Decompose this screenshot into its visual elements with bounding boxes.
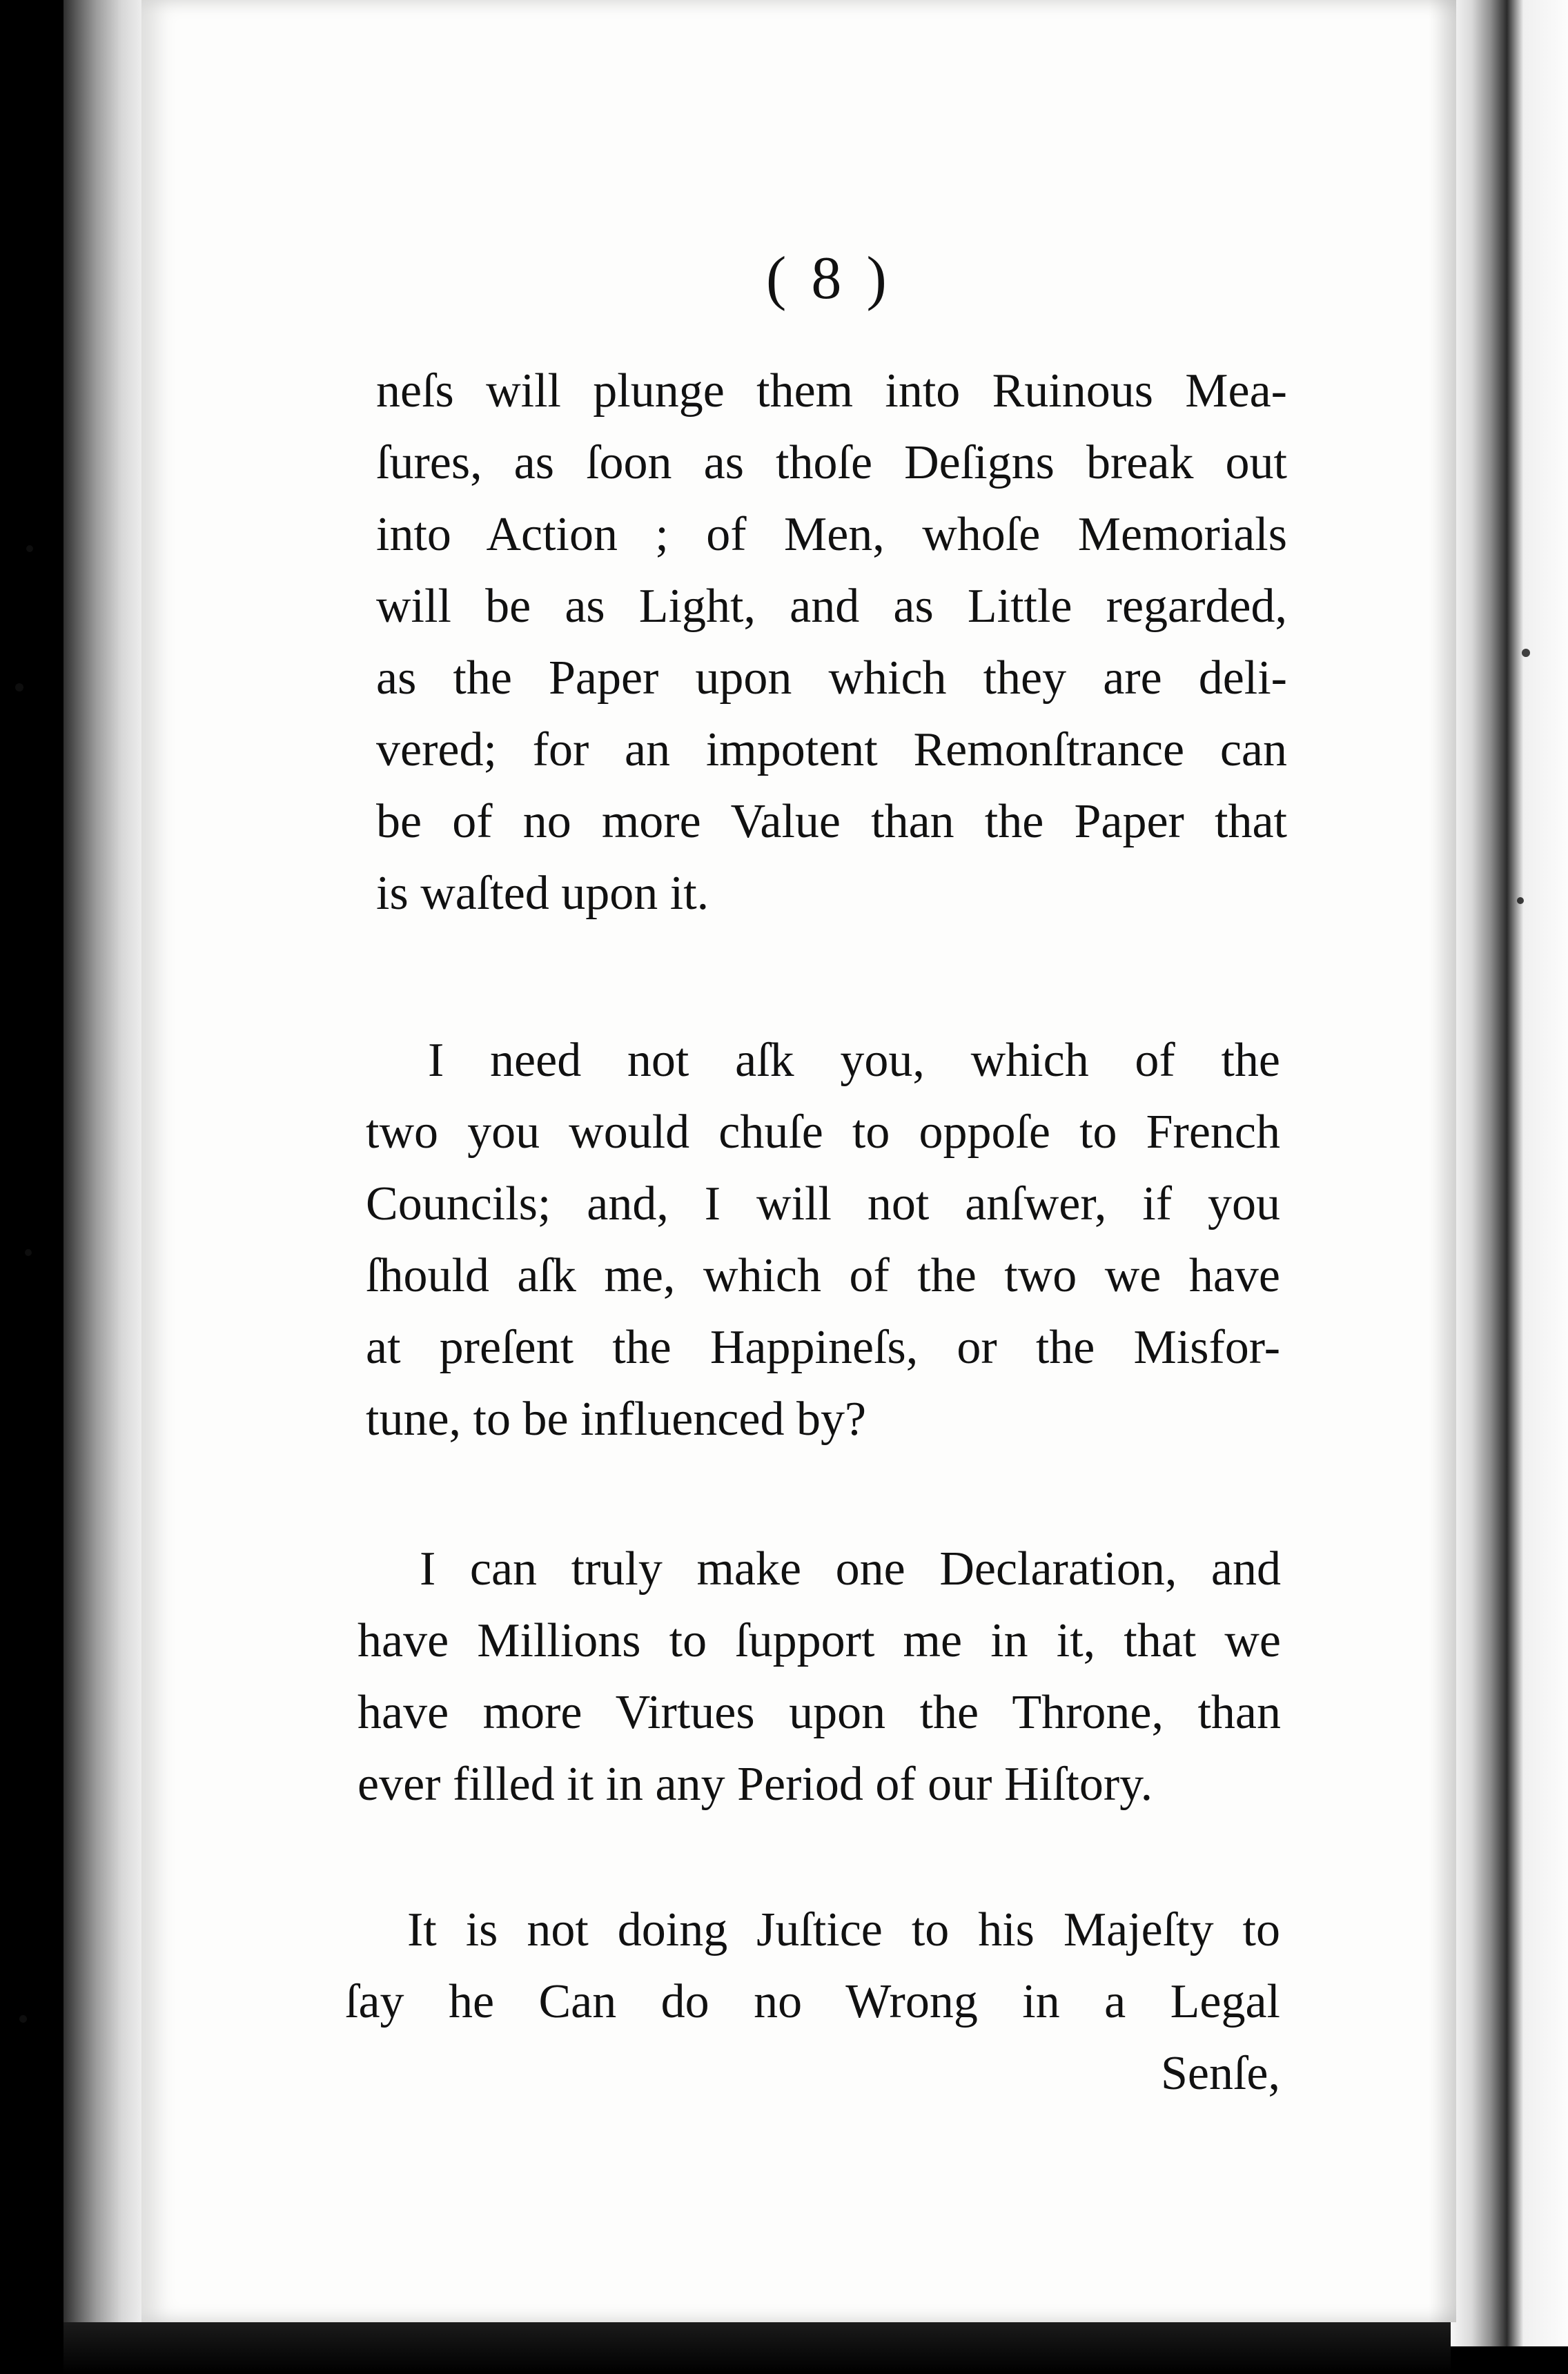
scan-speck xyxy=(1517,897,1524,904)
paragraph-2 xyxy=(366,1025,1280,1455)
paragraph-line: Senſe, xyxy=(1160,2047,1280,2100)
paragraph-3 xyxy=(357,1533,1281,1821)
paragraph-line: be of no more Value than the Paper that xyxy=(376,795,1287,848)
paragraph-line: I need not aſk you, which of the xyxy=(428,1034,1280,1087)
paragraph-line: Councils; and, I will not anſwer, if you xyxy=(366,1177,1280,1230)
scan-speck xyxy=(15,683,23,691)
paragraph-line: at preſent the Happineſs, or the Misfor- xyxy=(366,1321,1280,1374)
paragraph-line: vered; for an impotent Remonſtrance can xyxy=(376,723,1287,776)
paragraph-line: tune, to be influenced by? xyxy=(366,1393,867,1446)
paragraph-line: It is not doing Juſtice to his Majeſty to xyxy=(407,1903,1280,1956)
paragraph-1 xyxy=(376,355,1287,930)
paragraph-line: is waſted upon it. xyxy=(376,867,709,920)
left-binding-edge xyxy=(63,0,146,2339)
page-number: ( 8 ) xyxy=(766,245,892,312)
paragraph-line: will be as Light, and as Little regarded, xyxy=(376,580,1287,633)
facing-page-edge xyxy=(1451,0,1568,2346)
paragraph-line: into Action ; of Men, whoſe Memorials xyxy=(376,508,1287,561)
page-bottom-edge xyxy=(63,2322,1451,2374)
paragraph-line: two you would chuſe to oppoſe to French xyxy=(366,1106,1280,1159)
scan-speck xyxy=(19,2015,27,2023)
paragraph-line: have more Virtues upon the Throne, than xyxy=(357,1686,1281,1739)
paragraph-4 xyxy=(345,1894,1280,2110)
paragraph-line: ſures, as ſoon as thoſe Deſigns break out xyxy=(376,436,1287,489)
scan-speck xyxy=(25,1249,32,1256)
scan-speck xyxy=(1522,649,1530,657)
paragraph-line: ever filled it in any Period of our Hiſtory. xyxy=(357,1758,1153,1811)
paragraph-line: have Millions to ſupport me in it, that we xyxy=(357,1614,1281,1667)
paragraph-line: as the Paper upon which they are deli- xyxy=(376,651,1287,705)
paragraph-line: I can truly make one Declaration, and xyxy=(420,1542,1281,1596)
paragraph-line: ſay he Can do no Wrong in a Legal xyxy=(345,1975,1280,2028)
paragraph-line: neſs will plunge them into Ruinous Mea- xyxy=(376,364,1287,418)
scan-speck xyxy=(26,545,33,552)
paragraph-line: ſhould aſk me, which of the two we have xyxy=(366,1249,1280,1302)
